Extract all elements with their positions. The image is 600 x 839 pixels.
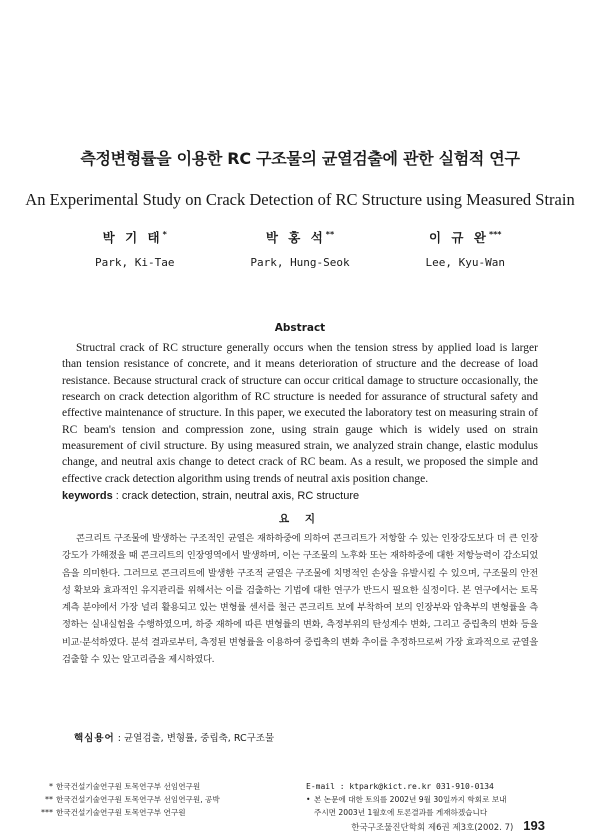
affiliation-1: * 한국건설기술연구원 토목연구부 선임연구원 [49,782,201,791]
affiliation-3: *** 한국건설기술연구원 토목연구부 연구원 [41,808,186,817]
author-2-mark: ** [325,229,335,239]
affiliation-list [40,780,300,819]
author-1 [95,228,174,269]
affiliation-2: ** 한국건설기술연구원 토목연구부 선임연구원, 공박 [45,795,220,804]
author-3-mark: *** [488,229,502,239]
author-3-name-english: Lee, Kyu-Wan [425,256,505,269]
keywords-korean [74,730,544,744]
discussion-note-continued: 주시면 2003년 1월호에 토론결과를 게재하겠습니다 [314,808,488,817]
journal-citation: 한국구조물진단학회 제6권 제3호(2002. 7) [351,823,514,833]
author-list [95,228,505,269]
page-footer [351,818,545,832]
author-2-name-korean: 박 홍 석** [265,229,335,245]
discussion-note: • 본 논문에 대한 토의를 2002년 9월 30일까지 학회로 보내 [306,795,507,804]
author-3 [426,228,505,269]
paper-title-english: An Experimental Study on Crack Detection of RC Structure using Measured Strain [25,190,575,209]
author-2-name-english: Park, Hung-Seok [250,256,350,269]
keywords-label: keywords [62,490,113,502]
paper-title-korean: 측정변형률을 이용한 RC 구조물의 균열검출에 관한 실험적 연구 [80,149,520,168]
contact-email: E-mail : ktpark@kict.re.kr 031-910-0134 [306,782,494,791]
author-3-name-korean: 이 규 완*** [429,229,502,245]
author-1-name-korean: 박 기 태* [102,229,167,245]
summary-text: 콘크리트 구조물에 발생하는 구조적인 균열은 재하하중에 의하여 콘크리트가 저항할 수 있는 인장강도보다 더 큰 인장강도가 가해졌을 때 콘크리트의 인장영역에서 발생하며, 이는 구조물의 노후화 또는 재하하중에 대한 저항능력이 감소되었음을 의미한다. 그러므로 콘크리트에 발생한 구조적 균열은 구조물에 치명적인 손상을 유발시킬 수 있으며, 구조물의 안전성 확보와 효과적인 유지관리를 위해서는 이를 검출하는 기법에 대한 연구가 반드시 필요한 실정이다. 본 연구에서는 토목계측 분야에서 가장 널리 활용되고 있는 변형률 센서를 철근 콘크리트 보에 부착하여 보의 인장부와 압축부의 변형률을 측정하는 실내실험을 수행하였으며, 하중 재하에 따른 변형률의 변화, 측정부위의 탄성계수 변화, 그리고 중립축의 변화 등을 비교·분석하였다. 분석 결과로부터, 측정된 변형률을 이용하여 중립축의 변화 추이를 추정하므로써 가장 효과적으로 균열을 검출할 수 있는 알고리즘을 제시하였다. [62,533,538,666]
keywords-text: : crack detection, strain, neutral axis, RC structure [112,490,360,502]
author-1-name-english: Park, Ki-Tae [95,256,175,269]
author-2 [250,228,349,269]
abstract-heading: Abstract [274,322,326,334]
summary-heading: 요 지 [279,513,321,525]
keywords-english [62,490,538,502]
keywords-korean-text: : 균열검출, 변형률, 중립축, RC구조물 [114,733,275,744]
abstract-text: Structral crack of RC structure generally occurs when the tension stress by applied load is larger than tension resistance of concrete, and it means deterioration of structure and the decrease of load resistance. Because structural crack of structure can occur critical damage to structure occasionally, the research on crack detection algorithm of RC structure is needed for assurance of structural safety and effective maintenance of structure. In this paper, we executed the laboratory test on measuring strain of RC beam's tension and compression zone, using strain gauge which is widely used on strain measurement of civil structure. By using measured strain, we analyzed strain change, elastic modulus change, and neutral axis change to detect crack of RC beam. As a result, we proposed the simple and effective crack detection algorithm using trends of neutral axis position change. [62,342,538,485]
footnotes [306,780,586,819]
keywords-korean-label: 핵심용어 [74,733,115,744]
page-number: 193 [523,818,545,833]
bullet-icon: • [306,795,311,804]
author-1-mark: * [162,229,167,239]
